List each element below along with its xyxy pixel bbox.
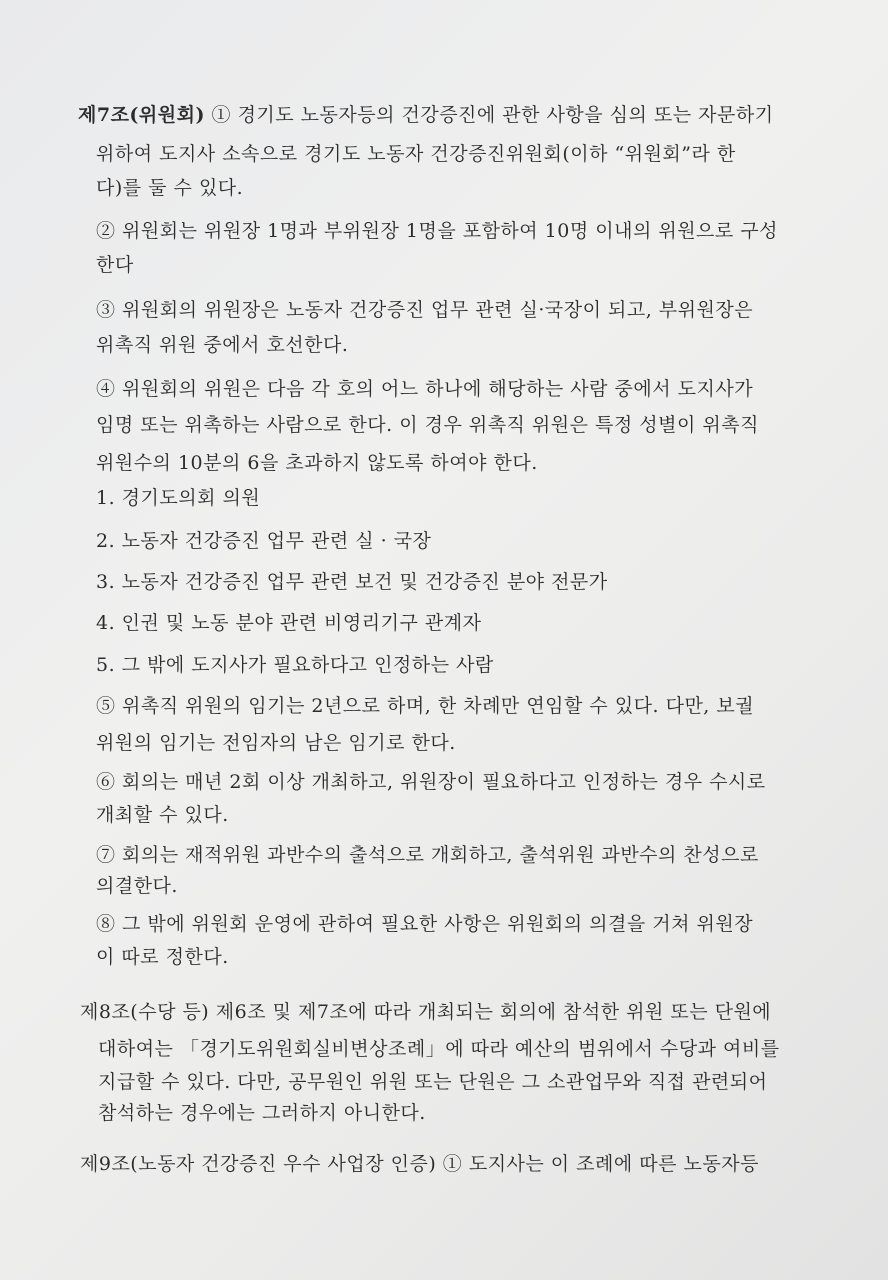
article8-line1	[80, 1000, 771, 1024]
article7-item5: 5. 그 밖에 도지사가 필요하다고 인정하는 사람	[96, 654, 494, 676]
article7-p1-line1: ① 경기도 노동자등의 건강증진에 관한 사항을 심의 또는 자문하기	[211, 104, 774, 126]
article7-item4: 4. 인권 및 노동 분야 관련 비영리기구 관계자	[96, 612, 482, 634]
article7-p5-line2: 위원의 임기는 전임자의 남은 임기로 한다.	[96, 732, 456, 754]
article7-p3-line1: ③ 위원회의 위원장은 노동자 건강증진 업무 관련 실·국장이 되고, 부위원장은	[96, 299, 754, 321]
article7-p7-line1: ⑦ 회의는 재적위원 과반수의 출석으로 개회하고, 출석위원 과반수의 찬성으로	[96, 844, 759, 866]
article8-title: 제8조(수당 등)	[80, 1001, 210, 1023]
article7-p2-line2: 한다	[96, 254, 134, 276]
article7-p3-line2: 위촉직 위원 중에서 호선한다.	[96, 334, 349, 356]
article9-title: 제9조(노동자 건강증진 우수 사업장 인증)	[80, 1153, 437, 1175]
article8-text-line1: 제6조 및 제7조에 따라 개최되는 회의에 참석한 위원 또는 단원에	[215, 1001, 772, 1023]
article7-p8-line1: ⑧ 그 밖에 위원회 운영에 관하여 필요한 사항은 위원회의 의결을 거쳐 위원장	[96, 913, 754, 935]
article7-p7-line2: 의결한다.	[96, 875, 178, 897]
article7-line1	[78, 103, 844, 127]
article8-text-line2: 대하여는 「경기도위원회실비변상조례」에 따라 예산의 범위에서 수당과 여비를	[98, 1038, 780, 1060]
article7-item1: 1. 경기도의회 의원	[96, 487, 261, 509]
article7-p5-line1: ⑤ 위촉직 위원의 임기는 2년으로 하며, 한 차례만 연임할 수 있다. 다만, 보궐	[96, 695, 755, 717]
article7-p4-line2: 임명 또는 위촉하는 사람으로 한다. 이 경우 위촉직 위원은 특정 성별이 위촉직	[96, 414, 759, 436]
article7-item2: 2. 노동자 건강증진 업무 관련 실 · 국장	[96, 530, 432, 552]
article9-text-line1: ① 도지사는 이 조례에 따른 노동자등	[442, 1153, 759, 1175]
article7-p1-line2: 위하여 도지사 소속으로 경기도 노동자 건강증진위원회(이하 “위원회”라 한	[96, 143, 736, 165]
article7-item3: 3. 노동자 건강증진 업무 관련 보건 및 건강증진 분야 전문가	[96, 571, 608, 593]
article8-text-line4: 참석하는 경우에는 그러하지 아니한다.	[98, 1102, 426, 1124]
article7-p4-line1: ④ 위원회의 위원은 다음 각 호의 어느 하나에 해당하는 사람 중에서 도지사가	[96, 378, 754, 400]
article8-text-line3: 지급할 수 있다. 다만, 공무원인 위원 또는 단원은 그 소관업무와 직접 관련되어	[98, 1071, 768, 1093]
article9-line1	[80, 1152, 759, 1176]
article7-p6-line2: 개최할 수 있다.	[96, 804, 229, 826]
article7-p1-line3: 다)를 둘 수 있다.	[96, 177, 244, 199]
article7-p6-line1: ⑥ 회의는 매년 2회 이상 개최하고, 위원장이 필요하다고 인정하는 경우 수시로	[96, 771, 766, 793]
article7-p4-line3: 위원수의 10분의 6을 초과하지 않도록 하여야 한다.	[96, 452, 538, 474]
article7-p2-line1: ② 위원회는 위원장 1명과 부위원장 1명을 포함하여 10명 이내의 위원으로 구성	[96, 220, 779, 242]
article7-p8-line2: 이 따로 정한다.	[96, 946, 229, 968]
article7-title: 제7조(위원회)	[78, 104, 205, 126]
